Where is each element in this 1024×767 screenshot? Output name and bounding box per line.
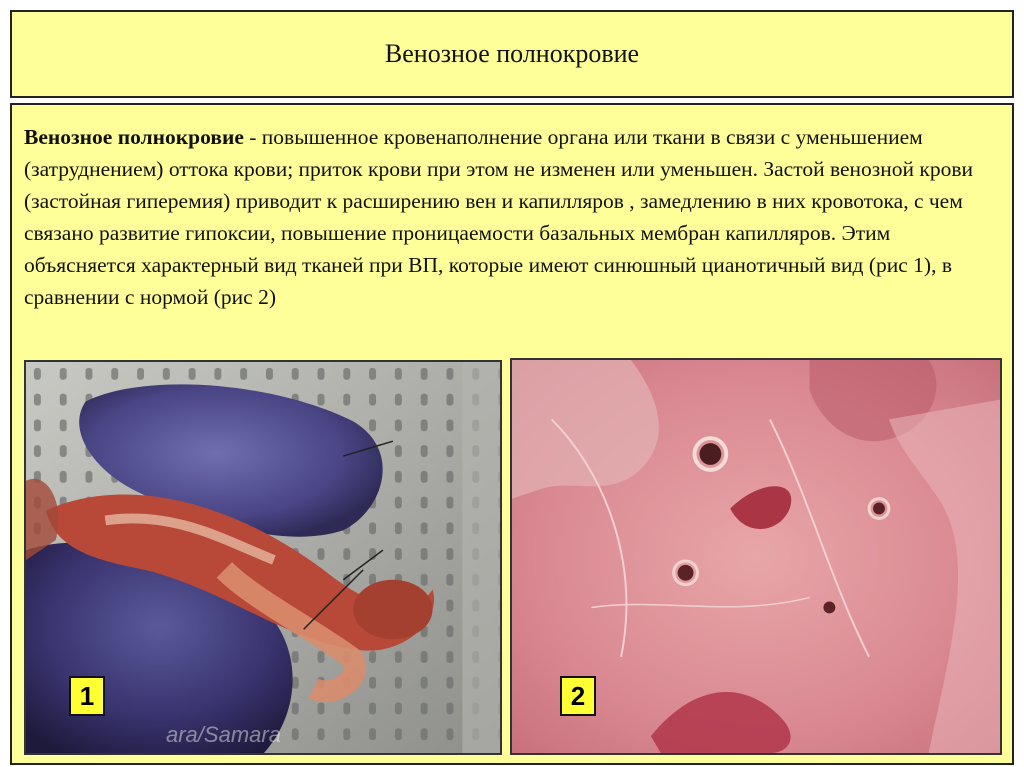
figure-2-label: 2 <box>560 676 596 716</box>
definition-term: Венозное полнокровие <box>24 125 244 149</box>
definition-text: - повышенное кровенаполнение органа или ткани в связи с уменьшением (затруднением) оттока крови; приток крови при этом не изменен или уменьшен. Застой венозной крови (застойная гиперемия) приводит к расширению вен и капилляров , замедлению в них кровотока, с чем связано развитие гипоксии, повышение проницаемости базальных мембран капилляров. Этим объясняется характерный вид тканей при ВП, которые имеют синюшный цианотичный вид (рис 1), в сравнении с нормой (рис 2) <box>24 125 974 309</box>
slide-title: Венозное полнокровие <box>384 39 640 68</box>
content-panel <box>10 103 1014 765</box>
figure-1-label: 1 <box>69 676 105 716</box>
definition-paragraph <box>24 121 1004 313</box>
figure-1-watermark: ara/Samara <box>166 722 281 747</box>
slide-title-box <box>10 10 1014 98</box>
